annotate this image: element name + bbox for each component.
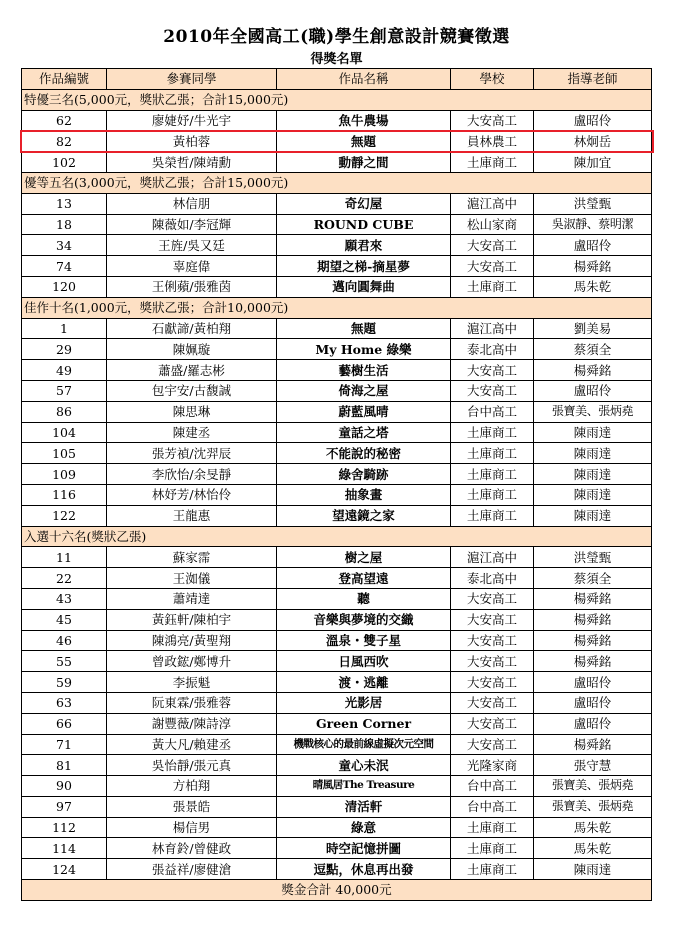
column-header-school: 學校 — [451, 69, 534, 90]
students: 蕭盛/羅志彬 — [107, 360, 277, 381]
entry-number: 62 — [22, 110, 107, 131]
school: 台中高工 — [451, 401, 534, 422]
students: 吳怡靜/張元真 — [107, 755, 277, 776]
teacher: 盧昭伶 — [534, 713, 652, 734]
school: 大安高工 — [451, 713, 534, 734]
students: 辜庭偉 — [107, 256, 277, 277]
prize-total: 獎金合計 40,000元 — [22, 880, 652, 901]
column-header-entry-number: 作品編號 — [22, 69, 107, 90]
school: 滬江高中 — [451, 547, 534, 568]
students: 蘇家霈 — [107, 547, 277, 568]
entry-number: 45 — [22, 609, 107, 630]
work-title: 登高望遠 — [277, 568, 451, 589]
teacher: 陳雨達 — [534, 859, 652, 880]
students: 陳姵璇 — [107, 339, 277, 360]
work-title: 藝樹生活 — [277, 360, 451, 381]
work-title: 邁向圓舞曲 — [277, 276, 451, 297]
school: 大安高工 — [451, 609, 534, 630]
students: 林育鈴/曾健政 — [107, 838, 277, 859]
school: 大安高工 — [451, 256, 534, 277]
table-row — [22, 859, 652, 880]
entry-number: 29 — [22, 339, 107, 360]
students: 陳思琳 — [107, 401, 277, 422]
total-row — [22, 880, 652, 901]
school: 土庫商工 — [451, 422, 534, 443]
work-title: 晴風居The Treasure — [277, 776, 451, 797]
entry-number: 13 — [22, 193, 107, 214]
teacher: 盧昭伶 — [534, 692, 652, 713]
students: 蕭靖達 — [107, 588, 277, 609]
entry-number: 112 — [22, 817, 107, 838]
students: 黃鈺軒/陳柏宇 — [107, 609, 277, 630]
teacher: 楊舜銘 — [534, 360, 652, 381]
school: 大安高工 — [451, 360, 534, 381]
entry-number: 66 — [22, 713, 107, 734]
teacher: 陳雨達 — [534, 484, 652, 505]
table-row — [22, 734, 652, 755]
students: 王龍惠 — [107, 505, 277, 526]
awards-table — [21, 68, 652, 901]
students: 包宇安/古馥誠 — [107, 380, 277, 401]
table-row — [22, 672, 652, 693]
entry-number: 22 — [22, 568, 107, 589]
entry-number: 1 — [22, 318, 107, 339]
entry-number: 124 — [22, 859, 107, 880]
table-row — [22, 131, 652, 152]
column-header-teacher: 指導老師 — [534, 69, 652, 90]
entry-number: 63 — [22, 692, 107, 713]
work-title: 日風西吹 — [277, 651, 451, 672]
table-row — [22, 568, 652, 589]
entry-number: 11 — [22, 547, 107, 568]
work-title: 蔚藍風晴 — [277, 401, 451, 422]
school: 土庫商工 — [451, 464, 534, 485]
teacher: 張守慧 — [534, 755, 652, 776]
students: 張益祥/廖健滄 — [107, 859, 277, 880]
work-title: 抽象畫 — [277, 484, 451, 505]
entry-number: 104 — [22, 422, 107, 443]
school: 大安高工 — [451, 380, 534, 401]
work-title: 綠意 — [277, 817, 451, 838]
school: 滬江高中 — [451, 318, 534, 339]
table-row — [22, 796, 652, 817]
work-title: 聽 — [277, 588, 451, 609]
table-row — [22, 776, 652, 797]
entry-number: 122 — [22, 505, 107, 526]
table-row — [22, 256, 652, 277]
teacher: 蔡須全 — [534, 339, 652, 360]
students: 陳建丞 — [107, 422, 277, 443]
students: 吳榮哲/陳靖勳 — [107, 152, 277, 173]
entry-number: 114 — [22, 838, 107, 859]
table-row — [22, 547, 652, 568]
entry-number: 81 — [22, 755, 107, 776]
school: 土庫商工 — [451, 484, 534, 505]
school: 土庫商工 — [451, 505, 534, 526]
work-title: 溫泉・雙子星 — [277, 630, 451, 651]
students: 王洳儀 — [107, 568, 277, 589]
work-title: 童話之塔 — [277, 422, 451, 443]
teacher: 蔡須全 — [534, 568, 652, 589]
section-heading: 特優三名(5,000元，獎狀乙張；合計15,000元) — [22, 89, 652, 110]
students: 阮東霖/張雅蓉 — [107, 692, 277, 713]
teacher: 張寶美、張炳堯 — [534, 776, 652, 797]
students: 謝豐薇/陳詩淳 — [107, 713, 277, 734]
table-row — [22, 318, 652, 339]
entry-number: 105 — [22, 443, 107, 464]
teacher: 楊舜銘 — [534, 651, 652, 672]
teacher: 陳雨達 — [534, 464, 652, 485]
work-title: 魚牛農場 — [277, 110, 451, 131]
teacher: 楊舜銘 — [534, 588, 652, 609]
entry-number: 82 — [22, 131, 107, 152]
table-row — [22, 609, 652, 630]
document-subtitle: 得獎名單 — [310, 52, 363, 67]
section-heading-row — [22, 172, 652, 193]
school: 台中高工 — [451, 776, 534, 797]
students: 楊信男 — [107, 817, 277, 838]
work-title: 無題 — [277, 318, 451, 339]
teacher: 陳雨達 — [534, 443, 652, 464]
table-row — [22, 380, 652, 401]
table-row — [22, 193, 652, 214]
column-header-students: 參賽同學 — [107, 69, 277, 90]
entry-number: 90 — [22, 776, 107, 797]
table-row — [22, 817, 652, 838]
entry-number: 49 — [22, 360, 107, 381]
teacher: 盧昭伶 — [534, 380, 652, 401]
teacher: 劉美易 — [534, 318, 652, 339]
work-title: 奇幻屋 — [277, 193, 451, 214]
teacher: 張寶美、張炳堯 — [534, 401, 652, 422]
section-heading: 入選十六名(獎狀乙張) — [22, 526, 652, 547]
work-title: 清活軒 — [277, 796, 451, 817]
teacher: 洪瑩甄 — [534, 193, 652, 214]
teacher: 楊舜銘 — [534, 734, 652, 755]
table-row — [22, 755, 652, 776]
table-row — [22, 651, 652, 672]
students: 方柏翔 — [107, 776, 277, 797]
students: 李振魁 — [107, 672, 277, 693]
school: 大安高工 — [451, 734, 534, 755]
students: 張芳禎/沈羿辰 — [107, 443, 277, 464]
students: 王旌/吳又廷 — [107, 235, 277, 256]
school: 員林農工 — [451, 131, 534, 152]
teacher: 陳雨達 — [534, 505, 652, 526]
table-row — [22, 235, 652, 256]
entry-number: 46 — [22, 630, 107, 651]
section-heading-row — [22, 89, 652, 110]
work-title: 光影居 — [277, 692, 451, 713]
teacher: 馬朱乾 — [534, 817, 652, 838]
entry-number: 109 — [22, 464, 107, 485]
table-row — [22, 484, 652, 505]
work-title: 倚海之屋 — [277, 380, 451, 401]
school: 泰北高中 — [451, 339, 534, 360]
students: 林妤芳/林怡伶 — [107, 484, 277, 505]
work-title: 動靜之間 — [277, 152, 451, 173]
teacher: 陳加宜 — [534, 152, 652, 173]
entry-number: 97 — [22, 796, 107, 817]
teacher: 馬朱乾 — [534, 838, 652, 859]
column-header-work-title: 作品名稱 — [277, 69, 451, 90]
section-heading-row — [22, 297, 652, 318]
table-row — [22, 588, 652, 609]
school: 大安高工 — [451, 235, 534, 256]
document-title: 2010年全國高工(職)學生創意設計競賽徵選 — [163, 27, 510, 47]
school: 大安高工 — [451, 651, 534, 672]
table-row — [22, 838, 652, 859]
teacher: 楊舜銘 — [534, 609, 652, 630]
entry-number: 34 — [22, 235, 107, 256]
work-title: 渡・逃離 — [277, 672, 451, 693]
entry-number: 57 — [22, 380, 107, 401]
teacher: 林炯岳 — [534, 131, 652, 152]
students: 陳鴻亮/黃聖翔 — [107, 630, 277, 651]
work-title: 望遠鏡之家 — [277, 505, 451, 526]
students: 黃柏蓉 — [107, 131, 277, 152]
table-row — [22, 443, 652, 464]
work-title: 音樂與夢境的交織 — [277, 609, 451, 630]
students: 曾政鋐/鄭博升 — [107, 651, 277, 672]
work-title: 逗點，休息再出發 — [277, 859, 451, 880]
entry-number: 86 — [22, 401, 107, 422]
students: 張景皓 — [107, 796, 277, 817]
table-row — [22, 339, 652, 360]
teacher: 盧昭伶 — [534, 235, 652, 256]
entry-number: 116 — [22, 484, 107, 505]
work-title: 樹之屋 — [277, 547, 451, 568]
table-row — [22, 630, 652, 651]
work-title: ROUND CUBE — [277, 214, 451, 235]
teacher: 洪瑩甄 — [534, 547, 652, 568]
work-title: Green Corner — [277, 713, 451, 734]
students: 王俐蘋/張雅茵 — [107, 276, 277, 297]
teacher: 盧昭伶 — [534, 672, 652, 693]
school: 土庫商工 — [451, 838, 534, 859]
entry-number: 120 — [22, 276, 107, 297]
school: 土庫商工 — [451, 276, 534, 297]
entry-number: 55 — [22, 651, 107, 672]
school: 滬江高中 — [451, 193, 534, 214]
teacher: 馬朱乾 — [534, 276, 652, 297]
teacher: 盧昭伶 — [534, 110, 652, 131]
teacher: 吳淑靜、蔡明潔 — [534, 214, 652, 235]
teacher: 楊舜銘 — [534, 256, 652, 277]
table-row — [22, 505, 652, 526]
table-row — [22, 692, 652, 713]
section-heading-row — [22, 526, 652, 547]
school: 土庫商工 — [451, 152, 534, 173]
students: 陳薇如/李冠輝 — [107, 214, 277, 235]
students: 黃大凡/賴建丞 — [107, 734, 277, 755]
work-title: 願君來 — [277, 235, 451, 256]
teacher: 張寶美、張炳堯 — [534, 796, 652, 817]
teacher: 陳雨達 — [534, 422, 652, 443]
work-title: 無題 — [277, 131, 451, 152]
entry-number: 43 — [22, 588, 107, 609]
table-row — [22, 713, 652, 734]
entry-number: 59 — [22, 672, 107, 693]
entry-number: 71 — [22, 734, 107, 755]
table-row — [22, 422, 652, 443]
work-title: 時空記憶拼圖 — [277, 838, 451, 859]
school: 大安高工 — [451, 588, 534, 609]
table-row — [22, 214, 652, 235]
entry-number: 102 — [22, 152, 107, 173]
work-title: My Home 綠樂 — [277, 339, 451, 360]
table-row — [22, 110, 652, 131]
work-title: 機戰核心的最前線虛擬次元空間 — [277, 734, 451, 755]
students: 石獻諦/黃柏翔 — [107, 318, 277, 339]
work-title: 綠舍騎跡 — [277, 464, 451, 485]
students: 廖婕妤/牛光宇 — [107, 110, 277, 131]
table-body — [22, 89, 652, 879]
table-row — [22, 276, 652, 297]
table-row — [22, 152, 652, 173]
school: 土庫商工 — [451, 859, 534, 880]
school: 大安高工 — [451, 110, 534, 131]
students: 林信朋 — [107, 193, 277, 214]
school: 土庫商工 — [451, 443, 534, 464]
school: 松山家商 — [451, 214, 534, 235]
school: 大安高工 — [451, 672, 534, 693]
section-heading: 佳作十名(1,000元，獎狀乙張；合計10,000元) — [22, 297, 652, 318]
work-title: 童心未泯 — [277, 755, 451, 776]
table-row — [22, 464, 652, 485]
work-title: 不能說的秘密 — [277, 443, 451, 464]
work-title: 期望之梯-摘星夢 — [277, 256, 451, 277]
school: 泰北高中 — [451, 568, 534, 589]
table-row — [22, 401, 652, 422]
header-row — [22, 69, 652, 90]
section-heading: 優等五名(3,000元，獎狀乙張；合計15,000元) — [22, 172, 652, 193]
school: 台中高工 — [451, 796, 534, 817]
entry-number: 74 — [22, 256, 107, 277]
table-row — [22, 360, 652, 381]
students: 李欣怡/余旻靜 — [107, 464, 277, 485]
entry-number: 18 — [22, 214, 107, 235]
school: 大安高工 — [451, 630, 534, 651]
school: 大安高工 — [451, 692, 534, 713]
school: 土庫商工 — [451, 817, 534, 838]
teacher: 楊舜銘 — [534, 630, 652, 651]
school: 光隆家商 — [451, 755, 534, 776]
